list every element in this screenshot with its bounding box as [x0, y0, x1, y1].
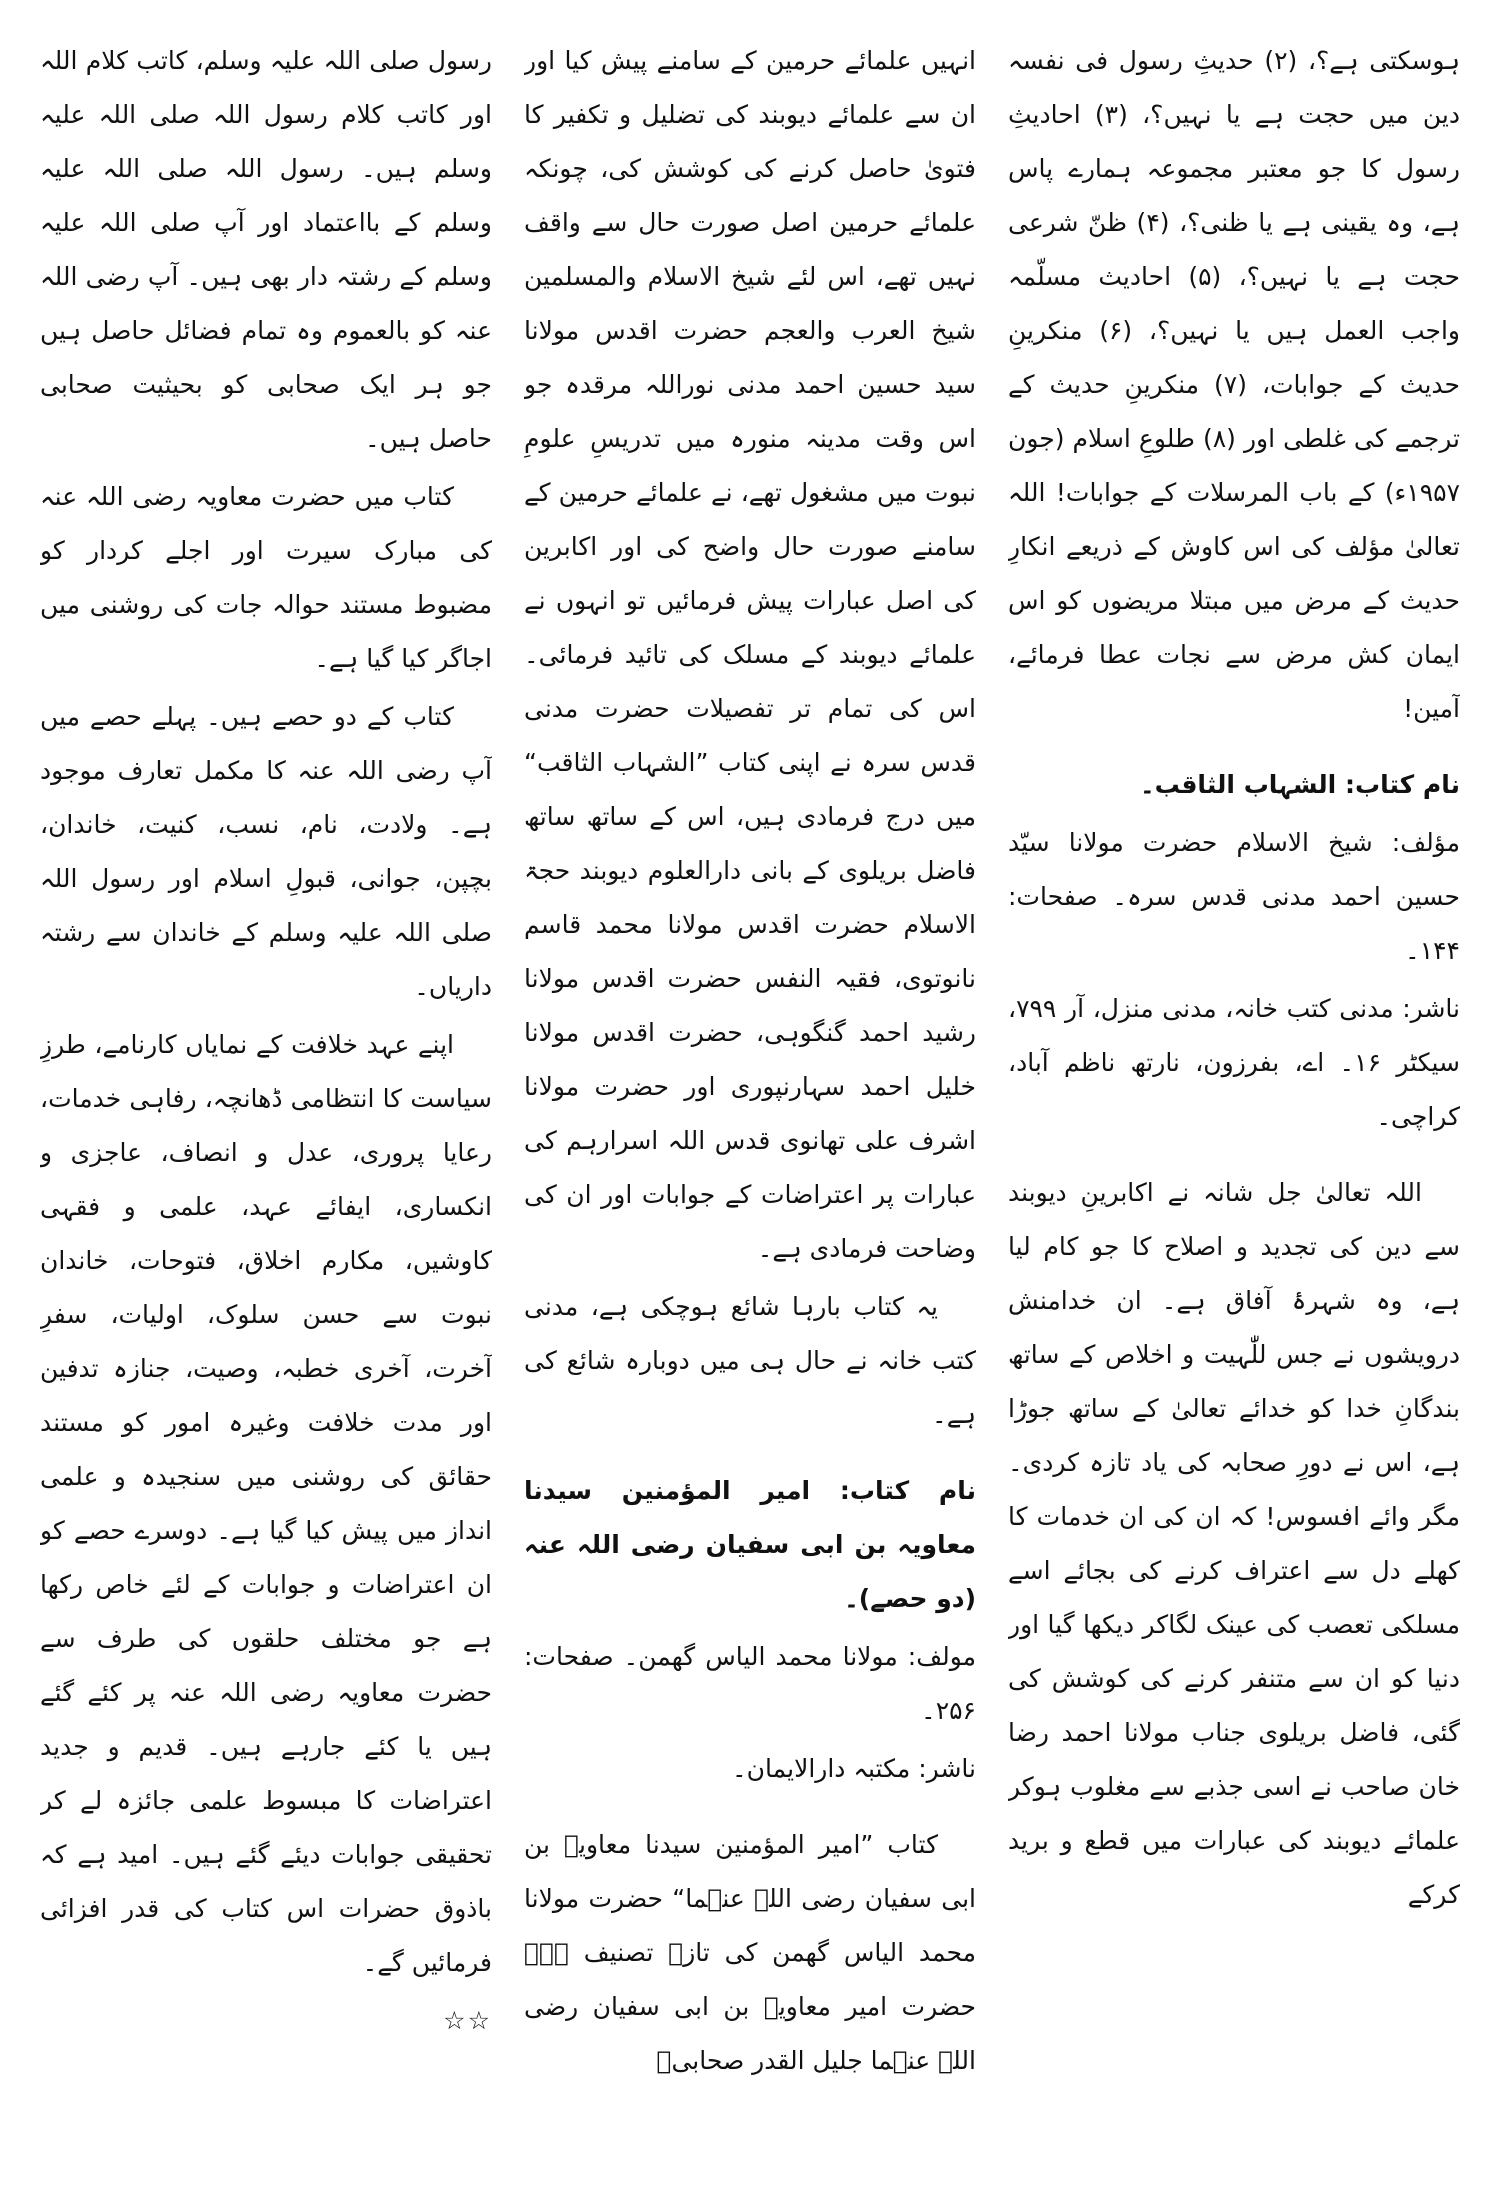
- paragraph: انہیں علمائے حرمین کے سامنے پیش کیا اور ان سے علمائے دیوبند کی تضلیل و تکفیر کا فتویٰ حاصل کرنے کی کوشش کی، چونکہ علمائے حرمین اصل صورت حال سے واقف نہیں تھے، اس لئے شیخ الاسلام والمسلمین شیخ العرب والعجم حضرت اقدس مولانا سید حسین احمد مدنی نوراللہ مرقدہ جو اس وقت مدینہ منورہ میں تدریسِ علومِ نبوت میں مشغول تھے، نے علمائے حرمین کے سامنے صورت حال واضح کی اور اکابرین کی اصل عبارات پیش فرمائیں تو انہوں نے علمائے دیوبند کے مسلک کی تائید فرمائی۔ اس کی تمام تر تفصیلات حضرت مدنی قدس سرہ نے اپنی کتاب ”الشہاب الثاقب“ میں درج فرمادی ہیں، اس کے ساتھ ساتھ فاضل بریلوی کے بانی دارالعلوم دیوبند حجۃ الاسلام حضرت اقدس مولانا محمد قاسم نانوتوی، فقیہ النفس حضرت اقدس مولانا رشید احمد گنگوہی، حضرت اقدس مولانا خلیل احمد سہارنپوری اور حضرت مولانا اشرف علی تھانوی قدس اللہ اسرارہم کی عبارات پر اعتراضات کے جوابات اور ان کی وضاحت فرمادی ہے۔: [524, 46, 976, 1263]
- column-middle: [524, 34, 976, 2170]
- paragraph: رسول صلی اللہ علیہ وسلم، کاتب کلام اللہ اور کاتب کلام رسول اللہ صلی اللہ علیہ وسلم ہیں۔ رسول اللہ صلی اللہ علیہ وسلم کے بااعتماد اور آپ صلی اللہ علیہ وسلم کے رشتہ دار بھی ہیں۔ آپ رضی اللہ عنہ کو بالعموم وہ تمام فضائل حاصل ہیں جو ہر ایک صحابی کو بحیثیت صحابی حاصل ہیں۔: [40, 46, 492, 453]
- paragraph: کتاب کے دو حصے ہیں۔ پہلے حصے میں آپ رضی اللہ عنہ کا مکمل تعارف موجود ہے۔ ولادت، نام، نسب، کنیت، خاندان، بچپن، جوانی، قبولِ اسلام اور رسول اللہ صلی اللہ علیہ وسلم کے خاندان سے رشتہ داریاں۔: [40, 702, 492, 1001]
- text-columns: [40, 34, 1460, 2170]
- book-author-line: مؤلف: شیخ الاسلام حضرت مولانا سیّد حسین احمد مدنی قدس سرہ۔ صفحات: ۱۴۴۔: [1008, 828, 1460, 965]
- book-publisher-line: ناشر: مدنی کتب خانہ، مدنی منزل، آر ۷۹۹، سیکٹر ۱۶۔ اے، بفرزون، نارتھ ناظم آباد، کراچی۔: [1008, 994, 1460, 1131]
- book-title-heading: نام کتاب: الشہاب الثاقب۔: [1139, 770, 1460, 799]
- paragraph: یہ کتاب بارہا شائع ہوچکی ہے، مدنی کتب خانہ نے حال ہی میں دوبارہ شائع کی ہے۔: [524, 1292, 976, 1429]
- column-right: [1008, 34, 1460, 2170]
- paragraph: اپنے عہد خلافت کے نمایاں کارنامے، طرزِ سیاست کا انتظامی ڈھانچہ، رفاہی خدمات، رعایا پروری، عدل و انصاف، عاجزی و انکساری، ایفائے عہد، علمی و فقہی کاوشیں، مکارم اخلاق، فتوحات، خاندان نبوت سے حسن سلوک، اولیات، سفرِ آخرت، آخری خطبہ، وصیت، جنازہ تدفین اور مدت خلافت وغیرہ امور کو مستند حقائق کی روشنی میں سنجیدہ و علمی انداز میں پیش کیا گیا ہے۔ دوسرے حصے کو ان اعتراضات و جوابات کے لئے خاص رکھا ہے جو مختلف حلقوں کی طرف سے حضرت معاویہ رضی اللہ عنہ پر کئے گئے ہیں یا کئے جارہے ہیں۔ قدیم و جدید اعتراضات کا مبسوط علمی جائزہ لے کر تحقیقی جوابات دیئے گئے ہیں۔ امید ہے کہ باذوق حضرات اس کتاب کی قدر افزائی فرمائیں گے۔: [40, 1030, 492, 1977]
- paragraph: کتاب ”امیر المؤمنین سیدنا معاویہ بن ابی سفیان رضی اللہ عنہما“ حضرت مولانا محمد الیاس گھمن کی تازہ تصنیف ہے۔ حضرت امیر معاویہ بن ابی سفیان رضی اللہ عنہما جلیل القدر صحابیؓ: [524, 1830, 976, 2075]
- book-title-heading: نام کتاب: امیر المؤمنین سیدنا معاویہ بن ابی سفیان رضی اللہ عنہ (دو حصے)۔: [524, 1476, 976, 1613]
- book-author-line: مولف: مولانا محمد الیاس گھمن۔ صفحات: ۲۵۶۔: [524, 1642, 976, 1725]
- column-left: [40, 34, 492, 2170]
- paragraph: کتاب میں حضرت معاویہ رضی اللہ عنہ کی مبارک سیرت اور اجلے کردار کو مضبوط مستند حوالہ جات کی روشنی میں اجاگر کیا گیا ہے۔: [40, 482, 492, 673]
- end-stars: ☆☆: [443, 2006, 492, 2035]
- paragraph: اللہ تعالیٰ جل شانہ نے اکابرینِ دیوبند سے دین کی تجدید و اصلاح کا جو کام لیا ہے، وہ شہرۂ آفاق ہے۔ ان خدامنش درویشوں نے جس للّٰہیت و اخلاص کے ساتھ بندگانِ خدا کو خدائے تعالیٰ کے ساتھ جوڑا ہے، اس نے دورِ صحابہ کی یاد تازہ کردی۔ مگر وائے افسوس! کہ ان کی ان خدمات کا کھلے دل سے اعتراف کرنے کی بجائے اسے مسلکی تعصب کی عینک لگاکر دیکھا گیا اور دنیا کو ان سے متنفر کرنے کی کوشش کی گئی، فاضل بریلوی جناب مولانا احمد رضا خان صاحب نے اسی جذبے سے مغلوب ہوکر علمائے دیوبند کی عبارات میں قطع و برید کرکے: [1008, 1178, 1460, 1909]
- book-publisher-line: ناشر: مکتبہ دارالایمان۔: [732, 1754, 976, 1783]
- paragraph: ہوسکتی ہے؟، (۲) حدیثِ رسول فی نفسہ دین میں حجت ہے یا نہیں؟، (۳) احادیثِ رسول کا جو معتبر مجموعہ ہمارے پاس ہے، وہ یقینی ہے یا ظنی؟، (۴) ظنّ شرعی حجت ہے یا نہیں؟، (۵) احادیث مسلّمہ واجب العمل ہیں یا نہیں؟، (۶) منکرینِ حدیث کے جوابات، (۷) منکرینِ حدیث کے ترجمے کی غلطی اور (۸) طلوعِ اسلام (جون ۱۹۵۷ء) کے باب المرسلات کے جوابات! اللہ تعالیٰ مؤلف کی اس کاوش کے ذریعے انکارِ حدیث کے مرض میں مبتلا مریضوں کو اس ایمان کش مرض سے نجات عطا فرمائے، آمین!: [1008, 46, 1460, 723]
